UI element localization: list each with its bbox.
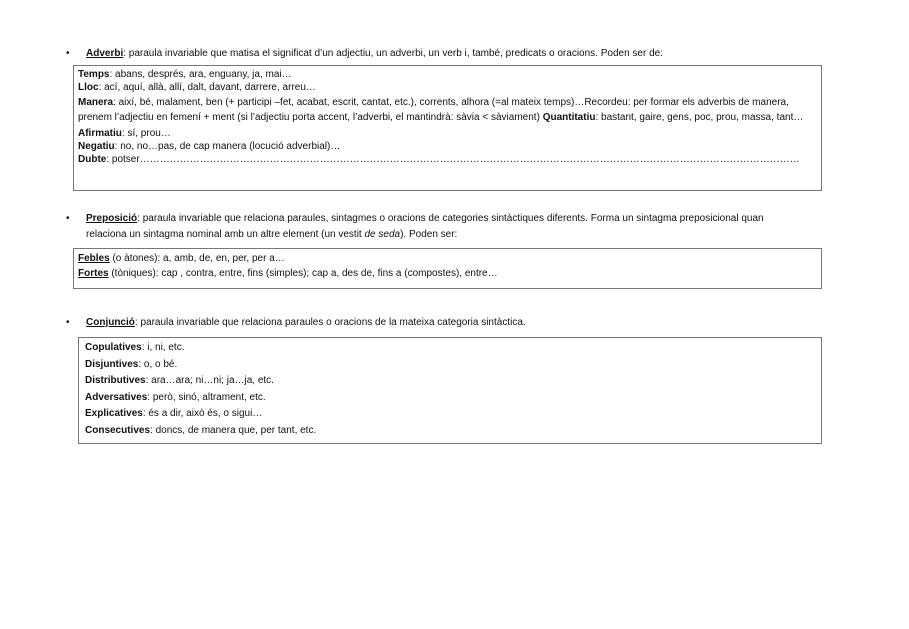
- adverbi-row-manera: Manera: així, bé, malament, ben (+ participi –fet, acabat, escrit, cantat, etc.), corrents, alhora (=al mateix temps)…Recordeu: per formar els adverbis de manera, prenem l’adjectiu en femení + ment (si l’adjectiu porta accent, l’adverbi, el mantindrà: sàvia < sàviament) Quantitatiu: bastant, gaire, gens, poc, prou, massa, tant…: [78, 97, 804, 123]
- preposicio-row-fortes: Fortes (tòniques): cap , contra, entre, fins (simples); cap a, des de, fins a (compostes), entre…: [78, 268, 498, 279]
- bullet-icon: •: [66, 317, 70, 328]
- preposicio-box: [73, 248, 822, 289]
- preposicio-definition: Preposició: paraula invariable que relaciona paraules, sintagmes o oracions de categories sintàctiques diferents. Forma un sintagma preposicional quan: [86, 213, 764, 224]
- preposicio-definition-line2: relaciona un sintagma nominal amb un altre element (un vestit de seda). Poden ser:: [86, 229, 458, 240]
- adverbi-box: [73, 65, 822, 191]
- conjuncio-row-disjuntives: Disjuntives: o, o bé.: [85, 358, 178, 370]
- adverbi-term: Adverbi: [86, 48, 124, 59]
- adverbi-row-negatiu: Negatiu: no, no…pas, de cap manera (locució adverbial)…: [78, 141, 341, 152]
- conjuncio-row-copulatives: Copulatives: i, ni, etc.: [85, 342, 185, 353]
- conjuncio-box: [78, 337, 822, 444]
- preposicio-term: Preposició: [86, 213, 138, 224]
- bullet-icon: •: [66, 48, 70, 59]
- conjuncio-row-distributives: Distributives: ara…ara; ni…ni; ja…ja, etc.: [85, 375, 274, 386]
- adverbi-row-temps: Temps: abans, després, ara, enguany, ja, mai…: [78, 69, 292, 80]
- conjuncio-definition: Conjunció: paraula invariable que relaciona paraules o oracions de la mateixa categoria sintàctica.: [86, 317, 526, 328]
- bullet-icon: •: [66, 213, 70, 224]
- conjuncio-term: Conjunció: [86, 317, 135, 328]
- adverbi-row-afirmatiu: Afirmatiu: sí, prou…: [78, 128, 171, 139]
- preposicio-row-febles: Febles (o àtones): a, amb, de, en, per, per a…: [78, 253, 285, 264]
- conjuncio-row-consecutives: Consecutives: doncs, de manera que, per tant, etc.: [85, 424, 317, 436]
- conjuncio-row-explicatives: Explicatives: és a dir, això és, o sigui…: [85, 408, 263, 419]
- adverbi-row-dubte: Dubte: potser………………………………………………………………………………………………………………………………………………………………………………: [78, 154, 800, 165]
- adverbi-definition: Adverbi: paraula invariable que matisa el significat d’un adjectiu, un adverbi, un verb i, també, predicats o oracions. Poden ser de:: [86, 48, 663, 59]
- conjuncio-row-adversatives: Adversatives: però, sinó, altrament, etc.: [85, 391, 266, 403]
- adverbi-row-lloc: Lloc: ací, aquí, allà, allí, dalt, davant, darrere, arreu…: [78, 82, 316, 93]
